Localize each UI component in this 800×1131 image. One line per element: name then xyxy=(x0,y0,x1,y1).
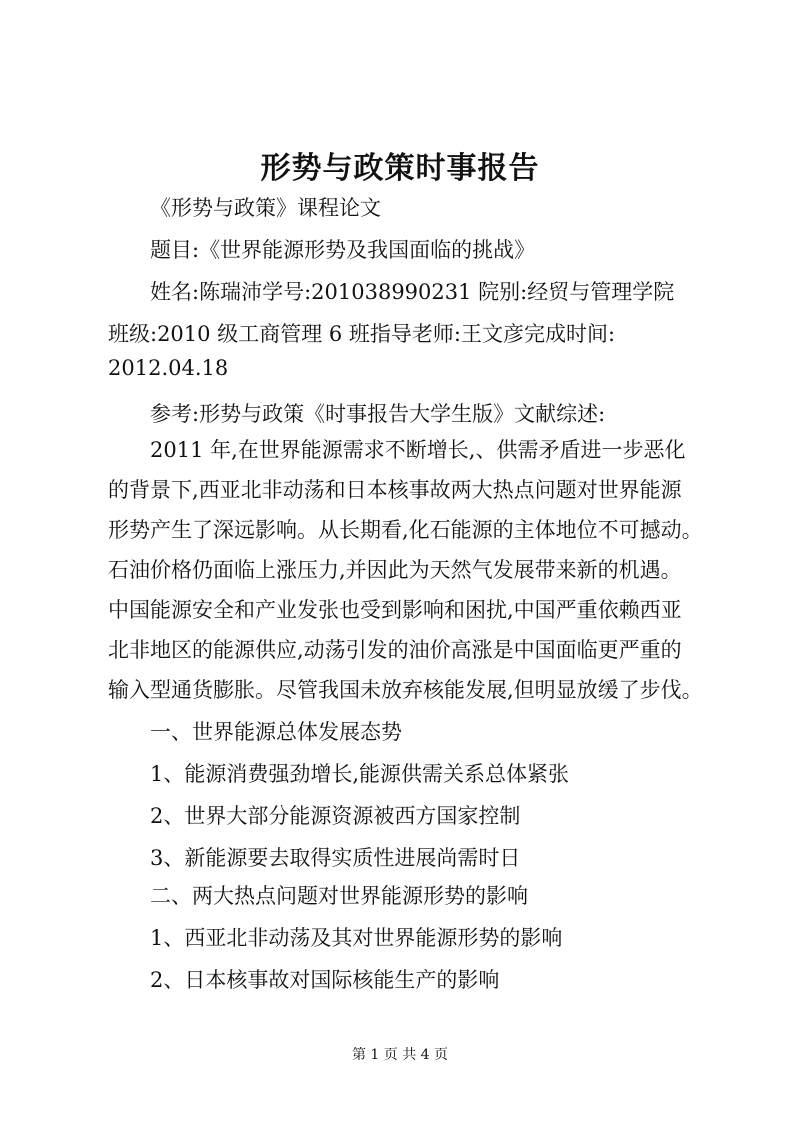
reference-line: 参考:形势与政策《时事报告大学生版》文献综述: xyxy=(150,402,606,426)
body-paragraph-line: 中国能源安全和产业发张也受到影响和困扰,中国严重依赖西亚 xyxy=(108,598,682,622)
section-heading-1: 一、世界能源总体发展态势 xyxy=(150,720,402,744)
completion-date: 2012.04.18 xyxy=(108,356,229,380)
page-footer: 第 1 页 共 4 页 xyxy=(351,1047,449,1063)
subsection-2-1: 1、西亚北非动荡及其对世界能源形势的影响 xyxy=(150,926,563,950)
author-info-line: 姓名:陈瑞沛学号:201038990231 院别:经贸与管理学院 xyxy=(150,280,675,304)
course-paper-label: 《形势与政策》课程论文 xyxy=(150,196,381,220)
body-paragraph-line: 2011 年,在世界能源需求不断增长,、供需矛盾进一步恶化 xyxy=(150,438,686,462)
document-title: 形势与政策时事报告 xyxy=(260,151,540,186)
subsection-1-2: 2、世界大部分能源资源被西方国家控制 xyxy=(150,804,521,828)
body-paragraph-line: 输入型通货膨胀。尽管我国未放弃核能发展,但明显放缓了步伐。 xyxy=(108,678,703,702)
subsection-1-1: 1、能源消费强劲增长,能源供需关系总体紧张 xyxy=(150,762,570,786)
section-heading-2: 二、两大热点问题对世界能源形势的影响 xyxy=(150,884,528,908)
subsection-2-2: 2、日本核事故对国际核能生产的影响 xyxy=(150,968,500,992)
class-info-line: 班级:2010 级工商管理 6 班指导老师:王文彦完成时间: xyxy=(108,322,616,346)
body-paragraph-line: 石油价格仍面临上涨压力,并因此为天然气发展带来新的机遇。 xyxy=(108,558,682,582)
subsection-1-3: 3、新能源要去取得实质性进展尚需时日 xyxy=(150,846,521,870)
body-paragraph-line: 的背景下,西亚北非动荡和日本核事故两大热点问题对世界能源 xyxy=(108,478,682,502)
topic-line: 题目:《世界能源形势及我国面临的挑战》 xyxy=(150,238,536,262)
body-paragraph-line: 北非地区的能源供应,动荡引发的油价高涨是中国面临更严重的 xyxy=(108,638,682,662)
body-paragraph-line: 形势产生了深远影响。从长期看,化石能源的主体地位不可撼动。 xyxy=(108,518,703,542)
